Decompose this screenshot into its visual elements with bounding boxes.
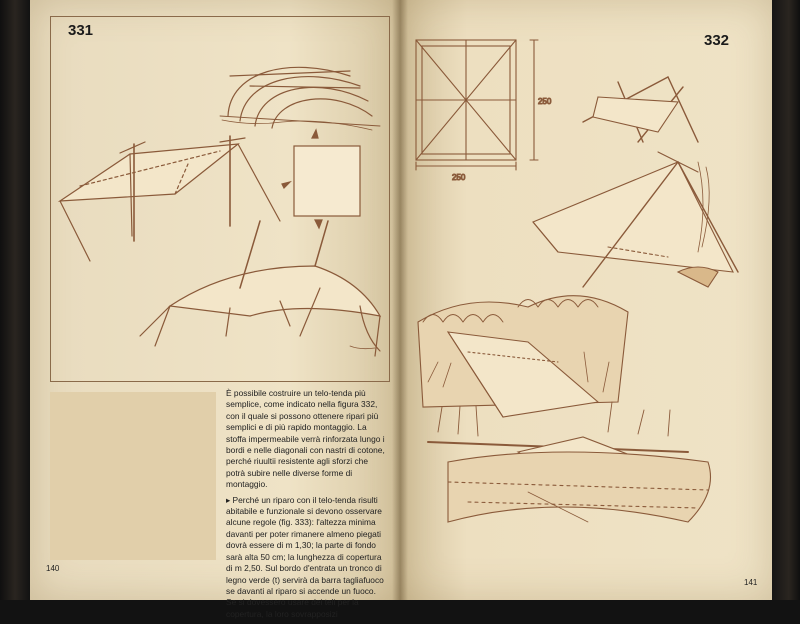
brush-shelter-sketch	[418, 296, 628, 417]
lean-to-tarp-sketch	[140, 221, 380, 356]
figure-number-331: 331	[68, 22, 94, 39]
hoop-shelter-sketch	[220, 67, 380, 130]
book-gutter	[392, 0, 408, 600]
tarp-poles-sketch	[60, 136, 280, 261]
shaded-margin-box	[50, 392, 216, 560]
square-sheet-sketch	[282, 130, 360, 228]
page-number-left: 140	[46, 564, 60, 573]
page-number-right: 141	[744, 578, 758, 587]
dimension-height-label: 250	[538, 97, 552, 106]
square-diagram	[416, 40, 538, 170]
a-frame-sketch	[583, 77, 698, 142]
pole-tent-sketch	[533, 152, 738, 287]
book-edge-left	[0, 0, 30, 600]
figure-number-332: 332	[704, 32, 730, 49]
body-text	[226, 388, 388, 624]
paragraph-1: È possibile costruire un telo-tenda più semplice, come indicato nella figura 332, con il quale si possono ottenere ripari più semplici e di più rapido montaggio. La stoffa impermeabile verrà rinforzata lungo i bordi e nelle diagonali con nastri di cotone, perché riuultii resistente agli sforzi che potrà subire nelle diverse forme di montaggio.	[226, 388, 385, 490]
dimension-width-label: 250	[452, 173, 466, 182]
figure-332-illustration	[408, 22, 770, 570]
reflection-scene-sketch	[428, 402, 711, 522]
figure-331-illustration	[50, 16, 388, 380]
book-edge-right	[772, 0, 800, 600]
paragraph-2: ▸ Perché un riparo con il telo-tenda risulti abitabile e funzionale si devono osservare alcune regole (fig. 333): l'altezza minima davanti per poter rimanere almeno piegati dovrà essere di m 1,30; la parte di fondo sarà alta 50 cm; la lunghezza di copertura di m 2,50. Sul bordo d'entrata un tronco di legno verde (t) servirà da barra tagliafuoco se davanti al riparo si accende un fuoco. Se si dovessero usare dei teli per la copertura, la loro sovrapposizi	[226, 494, 384, 619]
